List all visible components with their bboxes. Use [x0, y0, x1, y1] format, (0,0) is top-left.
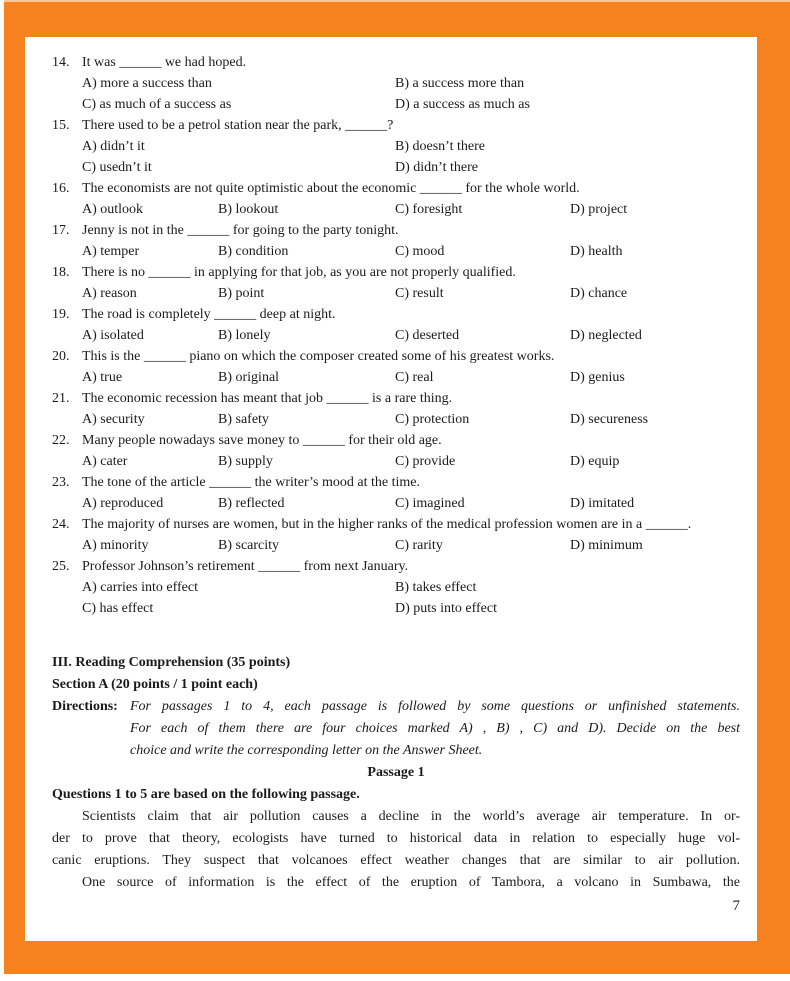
- option-a: A) reproduced: [82, 496, 164, 511]
- directions-line: choice and write the corresponding letter on the Answer Sheet.: [130, 743, 483, 758]
- page-number: 7: [732, 898, 740, 914]
- question-options: [82, 199, 740, 220]
- option-a: A) isolated: [82, 328, 144, 343]
- option-c: C) protection: [395, 412, 470, 427]
- question-options: [82, 367, 740, 388]
- question-stem: Jenny is not in the ______ for going to the party tonight.: [82, 223, 399, 238]
- option-a: A) cater: [82, 454, 128, 469]
- question-number: 21.: [52, 391, 70, 406]
- option-c: C) mood: [395, 244, 445, 259]
- directions-line: For passages 1 to 4, each passage is followed by some questions or unfinished statements.: [130, 699, 740, 714]
- option-d: D) genius: [570, 370, 625, 385]
- directions-label: Directions:: [52, 699, 118, 714]
- question-options: [82, 241, 740, 262]
- question-number: 22.: [52, 433, 70, 448]
- question-options: [82, 136, 740, 178]
- option-c: C) has effect: [82, 601, 154, 616]
- directions-line: For each of them there are four choices marked A) , B) , C) and D). Decide on the best: [130, 721, 740, 736]
- question-22: [52, 430, 740, 472]
- question-stem: The tone of the article ______ the writer’s mood at the time.: [82, 475, 420, 490]
- question-17: [52, 220, 740, 262]
- exam-page: [25, 37, 757, 941]
- question-14: [52, 52, 740, 115]
- passage-line: canic eruptions. They suspect that volcanoes effect weather changes that are similar to air pollution.: [52, 853, 740, 868]
- option-c: C) provide: [395, 454, 456, 469]
- question-stem: Many people nowadays save money to ______ for their old age.: [82, 433, 442, 448]
- question-number: 17.: [52, 223, 70, 238]
- question-stem: There used to be a petrol station near the park, ______?: [82, 118, 394, 133]
- option-a: A) didn’t it: [82, 139, 145, 154]
- question-21: [52, 388, 740, 430]
- question-options: [82, 283, 740, 304]
- vocabulary-questions-section: [52, 52, 740, 619]
- option-b: B) doesn’t there: [395, 139, 485, 154]
- option-a: A) outlook: [82, 202, 144, 217]
- option-d: D) neglected: [570, 328, 642, 343]
- option-c: C) foresight: [395, 202, 463, 217]
- question-stem: The road is completely ______ deep at night.: [82, 307, 336, 322]
- question-options: [82, 409, 740, 430]
- option-c: C) rarity: [395, 538, 443, 553]
- question-18: [52, 262, 740, 304]
- section-heading: III. Reading Comprehension (35 points): [52, 655, 291, 670]
- question-stem: The majority of nurses are women, but in the higher ranks of the medical profession women are in a ______.: [82, 517, 692, 532]
- option-a: A) more a success than: [82, 76, 212, 91]
- option-c: C) result: [395, 286, 444, 301]
- question-number: 24.: [52, 517, 70, 532]
- option-a: A) minority: [82, 538, 149, 553]
- question-number: 14.: [52, 55, 70, 70]
- passage-title: Passage 1: [367, 765, 425, 780]
- option-a: A) security: [82, 412, 145, 427]
- question-number: 16.: [52, 181, 70, 196]
- option-d: D) imitated: [570, 496, 635, 511]
- question-stem: The economic recession has meant that job ______ is a rare thing.: [82, 391, 453, 406]
- option-a: A) true: [82, 370, 123, 385]
- question-19: [52, 304, 740, 346]
- question-16: [52, 178, 740, 220]
- passage-line: der to prove that theory, ecologists have turned to historical data in relation to especially huge vol-: [52, 831, 740, 846]
- option-c: C) deserted: [395, 328, 460, 343]
- option-d: D) chance: [570, 286, 628, 301]
- question-stem: The economists are not quite optimistic about the economic ______ for the whole world.: [82, 181, 580, 196]
- question-stem: Professor Johnson’s retirement ______ from next January.: [82, 559, 409, 574]
- option-d: D) didn’t there: [395, 160, 478, 175]
- option-a: A) reason: [82, 286, 137, 301]
- scan-edge-left: [0, 0, 4, 981]
- question-stem: It was ______ we had hoped.: [82, 55, 247, 70]
- scan-edge-top: [0, 0, 790, 2]
- option-c: C) real: [395, 370, 434, 385]
- question-options: [82, 535, 740, 556]
- option-b: B) lonely: [218, 328, 271, 343]
- directions-text: [130, 696, 740, 762]
- question-number: 18.: [52, 265, 70, 280]
- option-b: B) safety: [218, 412, 269, 427]
- question-number: 25.: [52, 559, 70, 574]
- page-content: [25, 37, 757, 915]
- option-c: C) as much of a success as: [82, 97, 232, 112]
- question-25: [52, 556, 740, 619]
- passage-questions-header: Questions 1 to 5 are based on the following passage.: [52, 787, 360, 802]
- option-d: D) puts into effect: [395, 601, 497, 616]
- option-b: B) scarcity: [218, 538, 280, 553]
- question-options: [82, 73, 740, 115]
- option-a: A) carries into effect: [82, 580, 198, 595]
- section-a-heading: Section A (20 points / 1 point each): [52, 677, 258, 692]
- option-c: C) imagined: [395, 496, 465, 511]
- question-number: 20.: [52, 349, 70, 364]
- question-options: [82, 493, 740, 514]
- option-b: B) point: [218, 286, 265, 301]
- option-d: D) health: [570, 244, 623, 259]
- option-b: B) condition: [218, 244, 289, 259]
- question-number: 15.: [52, 118, 70, 133]
- question-23: [52, 472, 740, 514]
- question-24: [52, 514, 740, 556]
- question-number: 23.: [52, 475, 70, 490]
- option-d: D) project: [570, 202, 628, 217]
- passage-paragraph-1: [52, 806, 740, 872]
- question-options: [82, 577, 740, 619]
- option-c: C) usedn’t it: [82, 160, 152, 175]
- question-options: [82, 451, 740, 472]
- option-b: B) takes effect: [395, 580, 477, 595]
- option-d: D) equip: [570, 454, 620, 469]
- reading-comprehension-section: [52, 652, 740, 894]
- option-b: B) reflected: [218, 496, 285, 511]
- option-d: D) secureness: [570, 412, 649, 427]
- option-b: B) original: [218, 370, 280, 385]
- passage-line: One source of information is the effect of the eruption of Tambora, a volcano in Sumbawa, the: [82, 875, 740, 890]
- question-options: [82, 325, 740, 346]
- question-15: [52, 115, 740, 178]
- question-number: 19.: [52, 307, 70, 322]
- passage-line: Scientists claim that air pollution causes a decline in the world’s average air temperature. In or-: [82, 809, 740, 824]
- question-stem: This is the ______ piano on which the composer created some of his greatest works.: [82, 349, 555, 364]
- option-d: D) a success as much as: [395, 97, 530, 112]
- scan-edge-bottom: [0, 974, 790, 981]
- passage-paragraph-2: [52, 872, 740, 894]
- directions-block: [52, 696, 740, 762]
- option-b: B) supply: [218, 454, 273, 469]
- option-b: B) lookout: [218, 202, 279, 217]
- option-a: A) temper: [82, 244, 140, 259]
- option-d: D) minimum: [570, 538, 643, 553]
- option-b: B) a success more than: [395, 76, 525, 91]
- question-stem: There is no ______ in applying for that job, as you are not properly qualified.: [82, 265, 516, 280]
- question-20: [52, 346, 740, 388]
